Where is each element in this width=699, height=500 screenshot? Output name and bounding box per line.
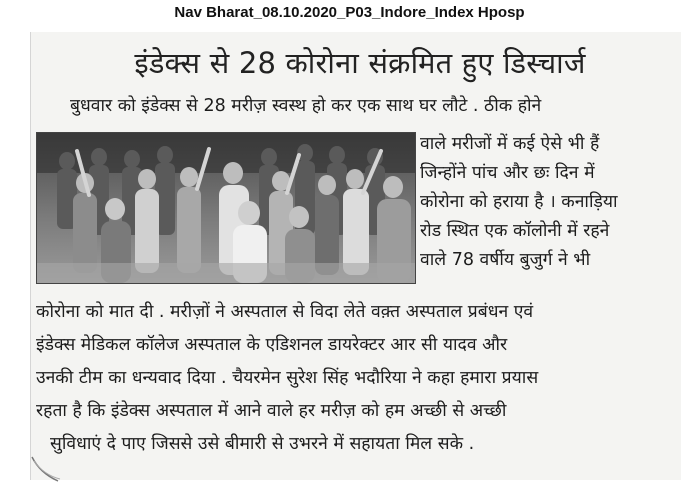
article-line: रोड स्थित एक कॉलोनी में रहने [420, 221, 610, 241]
article-line: उनकी टीम का धन्यवाद दिया . चैयरमेन सुरेश सिंह भदौरिया ने कहा हमारा प्रयास [36, 368, 539, 388]
article-line: बुधवार को इंडेक्स से 28 मरीज़ स्वस्थ हो कर एक साथ घर लौटे . ठीक होने [70, 96, 542, 116]
article-line: रहता है कि इंडेक्स अस्पताल में आने वाले हर मरीज़ को हम अच्छी से अच्छी [36, 401, 507, 421]
article-photo [36, 132, 416, 284]
article-line: वाले मरीजों में कई ऐसे भी हैं [420, 134, 600, 154]
article-line: जिन्होंने पांच और छः दिन में [420, 163, 595, 183]
torn-corner-icon [30, 455, 90, 485]
article-line: वाले 78 वर्षीय बुजुर्ग ने भी [420, 250, 591, 270]
group-photo-icon [37, 133, 415, 283]
article-headline: इंडेक्स से 28 कोरोना संक्रमित हुए डिस्चार्ज [134, 46, 586, 80]
clipping-caption: Nav Bharat_08.10.2020_P03_Indore_Index Hposp [174, 4, 525, 21]
article-line: कोरोना को मात दी . मरीज़ों ने अस्पताल से विदा लेते वक़्त अस्पताल प्रबंधन एवं [36, 302, 534, 322]
article-line: कोरोना को हराया है । कनाड़िया [420, 192, 618, 212]
article-line: सुविधाएं दे पाए जिससे उसे बीमारी से उभरने में सहायता मिल सके . [50, 434, 475, 454]
article-line: इंडेक्स मेडिकल कॉलेज अस्पताल के एडिशनल डायरेक्टर आर सी यादव और [36, 335, 508, 355]
